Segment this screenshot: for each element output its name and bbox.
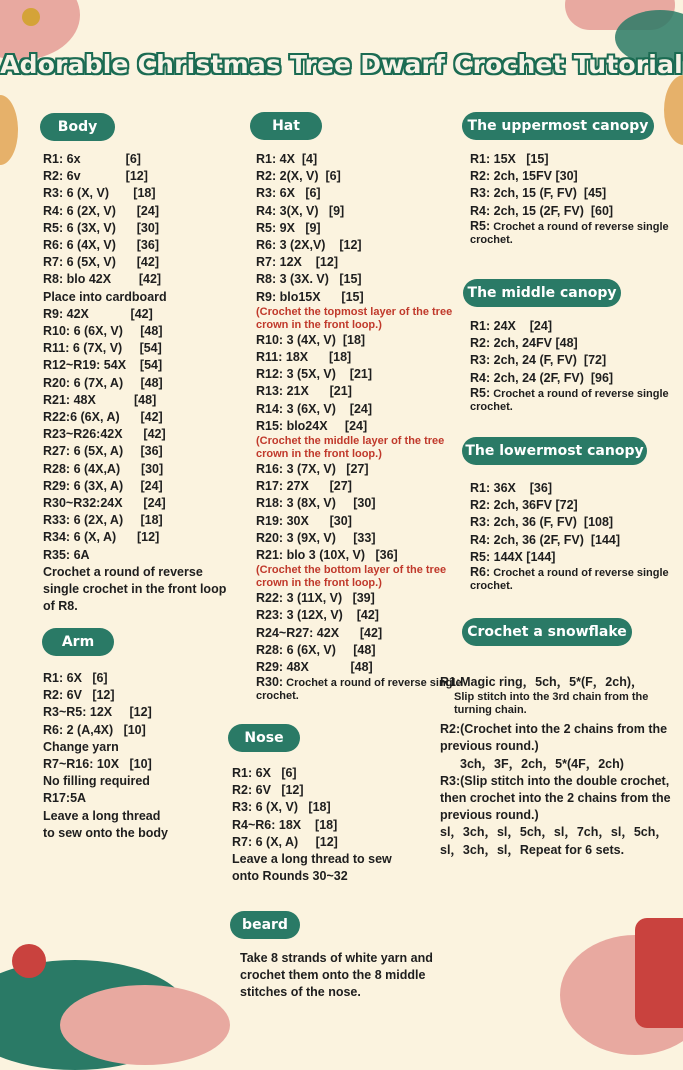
lowermost-row: R1: 36X [36] xyxy=(470,481,552,495)
middle-r5 xyxy=(470,387,670,414)
lowermost-r6 xyxy=(470,566,675,593)
decor-bottom-left-pink xyxy=(60,985,230,1065)
stocking-icon xyxy=(635,918,683,1028)
uppermost-heading: The uppermost canopy xyxy=(462,112,654,140)
nose-row: R4~R6: 18X [18] xyxy=(232,817,338,832)
lowermost-r6-text: Crochet a round of reverse single crochet. xyxy=(470,567,669,593)
hat-row: R18: 3 (8X, V) [30] xyxy=(256,496,376,511)
hat-r30-text: Crochet a round of reverse single crochet. xyxy=(256,677,462,703)
middle-row: R3: 2ch, 24 (F, FV) [72] xyxy=(470,353,607,368)
uppermost-row: R4: 2ch, 15 (2F, FV) [60] xyxy=(470,203,614,218)
arm-heading: Arm xyxy=(42,628,114,656)
uppermost-row: R3: 2ch, 15 (F, FV) [45] xyxy=(470,186,607,201)
body-row: R21: 48X [48] xyxy=(43,392,157,407)
hat-row: R8: 3 (3X. V) [15] xyxy=(256,272,362,287)
hat-row: R19: 30X [30] xyxy=(256,513,352,528)
body-row: R28: 6 (4X,A) [30] xyxy=(43,461,164,476)
arm-row: Change yarn xyxy=(43,739,119,754)
uppermost-r5-text: Crochet a round of reverse single crochet. xyxy=(470,220,669,246)
lowermost-row: R2: 2ch, 36FV [72] xyxy=(470,498,578,513)
lowermost-section xyxy=(470,480,675,593)
hat-row: R17: 27X [27] xyxy=(256,479,352,494)
hat-section xyxy=(256,151,466,703)
snowflake-section xyxy=(440,674,675,859)
body-row: R35: 6A xyxy=(43,547,90,562)
hat-row: R21: blo 3 (10X, V) [36] xyxy=(256,548,398,563)
lowermost-heading: The lowermost canopy xyxy=(462,437,647,465)
body-row: R5: 6 (3X, V) [30] xyxy=(43,220,160,235)
arm-row: No filling required xyxy=(43,774,150,789)
snowflake-r1-note: Slip stitch into the 3rd chain from the turning chain. xyxy=(454,691,649,717)
body-row: R29: 6 (3X, A) [24] xyxy=(43,478,163,493)
arm-row: R6: 2 (A,4X) [10] xyxy=(43,722,146,737)
body-rows xyxy=(43,151,233,564)
decor-top-left-ornament xyxy=(22,8,40,26)
body-row: Place into cardboard xyxy=(43,289,167,304)
snowflake-heading: Crochet a snowflake xyxy=(462,618,632,646)
body-row: R6: 6 (4X, V) [36] xyxy=(43,238,160,253)
hat-row: R6: 3 (2X,V) [12] xyxy=(256,238,362,253)
body-row: R1: 6x [6] xyxy=(43,152,141,166)
hat-row: R7: 12X [12] xyxy=(256,255,338,270)
snowflake-r1: R1:Magic ring，5ch，5*(F，2ch)， xyxy=(440,675,644,689)
nose-footer: Leave a long thread to sew onto Rounds 30~32 xyxy=(232,852,392,884)
arm-rows xyxy=(43,670,233,842)
hat-rows-a xyxy=(256,151,466,306)
hat-row: R13: 21X [21] xyxy=(256,384,352,399)
arm-row: R3~R5: 12X [12] xyxy=(43,705,152,720)
arm-row: R1: 6X [6] xyxy=(43,671,108,685)
nose-row: R1: 6X [6] xyxy=(232,766,297,780)
uppermost-row: R1: 15X [15] xyxy=(470,152,549,166)
hat-row: R5: 9X [9] xyxy=(256,220,321,235)
hat-row: R4: 3(X, V) [9] xyxy=(256,203,345,218)
body-row: R3: 6 (X, V) [18] xyxy=(43,186,156,201)
hat-row: R29: 48X [48] xyxy=(256,660,373,675)
body-row: R22:6 (6X, A) [42] xyxy=(43,410,163,425)
lowermost-row: R3: 2ch, 36 (F, FV) [108] xyxy=(470,515,614,530)
hat-rows-b xyxy=(256,332,466,435)
beard-heading: beard xyxy=(230,911,300,939)
lowermost-row: R4: 2ch, 36 (2F, FV) [144] xyxy=(470,532,621,547)
arm-section xyxy=(43,670,233,842)
body-row: R4: 6 (2X, V) [24] xyxy=(43,203,160,218)
decor-left-blob xyxy=(0,95,18,165)
hat-row: R12: 3 (5X, V) [21] xyxy=(256,367,373,382)
body-section xyxy=(43,151,233,615)
snowflake-r2: R2:(Crochet into the 2 chains from the previous round.) xyxy=(440,722,668,754)
body-row: R33: 6 (2X, A) [18] xyxy=(43,513,163,528)
arm-row: to sew onto the body xyxy=(43,825,168,840)
hat-r30 xyxy=(256,676,466,703)
hat-row: R9: blo15X [15] xyxy=(256,289,364,304)
body-row: R34: 6 (X, A) [12] xyxy=(43,530,160,545)
nose-rows xyxy=(232,765,432,851)
body-row: R9: 42X [42] xyxy=(43,306,153,321)
hat-heading: Hat xyxy=(250,112,322,140)
hat-row: R23: 3 (12X, V) [42] xyxy=(256,608,379,623)
hat-row: R22: 3 (11X, V) [39] xyxy=(256,591,375,606)
hat-row: R15: blo24X [24] xyxy=(256,418,368,433)
nose-row: R7: 6 (X, A) [12] xyxy=(232,834,338,849)
snowflake-r3: R3:(Slip stitch into the double crochet, then crochet into the 2 chains from the previous round.) xyxy=(440,773,671,823)
middle-row: R1: 24X [24] xyxy=(470,319,552,333)
body-row: R27: 6 (5X, A) [36] xyxy=(43,444,163,459)
body-row: R10: 6 (6X, V) [48] xyxy=(43,324,163,339)
hat-note-3: (Crochet the bottom layer of the tree crown in the front loop.) xyxy=(256,564,447,590)
body-heading: Body xyxy=(40,113,115,141)
hat-row: R28: 6 (6X, V) [48] xyxy=(256,642,376,657)
hat-row: R2: 2(X, V) [6] xyxy=(256,169,341,184)
middle-section xyxy=(470,318,670,414)
snowflake-r3-b: sl，3ch，sl，5ch，sl，7ch，sl，5ch，sl，3ch，sl，Repeat for 6 sets. xyxy=(440,825,668,857)
body-row: R30~R32:24X [24] xyxy=(43,496,166,511)
hat-note-1: (Crochet the topmost layer of the tree crown in the front loop.) xyxy=(256,305,453,331)
decor-right-blob xyxy=(664,75,683,145)
lowermost-r6-label: R6: xyxy=(470,565,491,580)
hat-row: R14: 3 (6X, V) [24] xyxy=(256,401,373,416)
hat-row: R16: 3 (7X, V) [27] xyxy=(256,462,369,477)
middle-r5-text: Crochet a round of reverse single crochet. xyxy=(470,387,669,413)
beard-text: Take 8 strands of white yarn and crochet them onto the 8 middle stitches of the nose. xyxy=(240,951,433,1000)
lowermost-rows xyxy=(470,480,675,566)
hat-rows-d xyxy=(256,590,466,676)
hat-row: R20: 3 (9X, V) [33] xyxy=(256,530,376,545)
hat-note-2: (Crochet the middle layer of the tree crown in the front loop.) xyxy=(256,435,445,461)
body-row: R12~R19: 54X [54] xyxy=(43,358,163,373)
body-row: R20: 6 (7X, A) [48] xyxy=(43,375,163,390)
uppermost-rows xyxy=(470,151,670,220)
uppermost-r5 xyxy=(470,220,670,247)
page-title: Adorable Christmas Tree Dwarf Crochet Tutorial xyxy=(0,50,683,79)
middle-rows xyxy=(470,318,670,387)
nose-row: R3: 6 (X, V) [18] xyxy=(232,800,331,815)
body-footer: Crochet a round of reverse single crochet in the front loop of R8. xyxy=(43,564,227,614)
uppermost-row: R2: 2ch, 15FV [30] xyxy=(470,169,578,184)
arm-row: R7~R16: 10X [10] xyxy=(43,757,152,772)
body-row: R23~R26:42X [42] xyxy=(43,427,166,442)
body-row: R8: blo 42X [42] xyxy=(43,272,162,287)
nose-heading: Nose xyxy=(228,724,300,752)
hat-row: R10: 3 (4X, V) [18] xyxy=(256,332,366,347)
body-row: R7: 6 (5X, V) [42] xyxy=(43,255,160,270)
middle-heading: The middle canopy xyxy=(463,279,621,307)
hat-r30-label: R30: xyxy=(256,675,284,690)
nose-row: R2: 6V [12] xyxy=(232,783,304,798)
arm-row: R17:5A xyxy=(43,791,87,806)
hat-row: R11: 18X [18] xyxy=(256,350,352,365)
body-row: R2: 6v [12] xyxy=(43,169,148,184)
middle-row: R4: 2ch, 24 (2F, FV) [96] xyxy=(470,370,614,385)
hat-row: R1: 4X [4] xyxy=(256,152,318,166)
hat-row: R24~R27: 42X [42] xyxy=(256,625,383,640)
middle-row: R2: 2ch, 24FV [48] xyxy=(470,336,578,351)
lowermost-row: R5: 144X [144] xyxy=(470,549,556,564)
ornament-icon xyxy=(12,944,46,978)
arm-row: R2: 6V [12] xyxy=(43,688,115,703)
uppermost-r5-label: R5: xyxy=(470,218,491,233)
hat-rows-c xyxy=(256,461,466,564)
snowflake-r2-b: 3ch，3F，2ch，5*(4F，2ch) xyxy=(460,756,624,771)
arm-row: Leave a long thread xyxy=(43,808,161,823)
middle-r5-label: R5: xyxy=(470,385,491,400)
uppermost-section xyxy=(470,151,670,247)
body-row: R11: 6 (7X, V) [54] xyxy=(43,341,162,356)
hat-row: R3: 6X [6] xyxy=(256,186,321,201)
nose-section xyxy=(232,765,432,885)
